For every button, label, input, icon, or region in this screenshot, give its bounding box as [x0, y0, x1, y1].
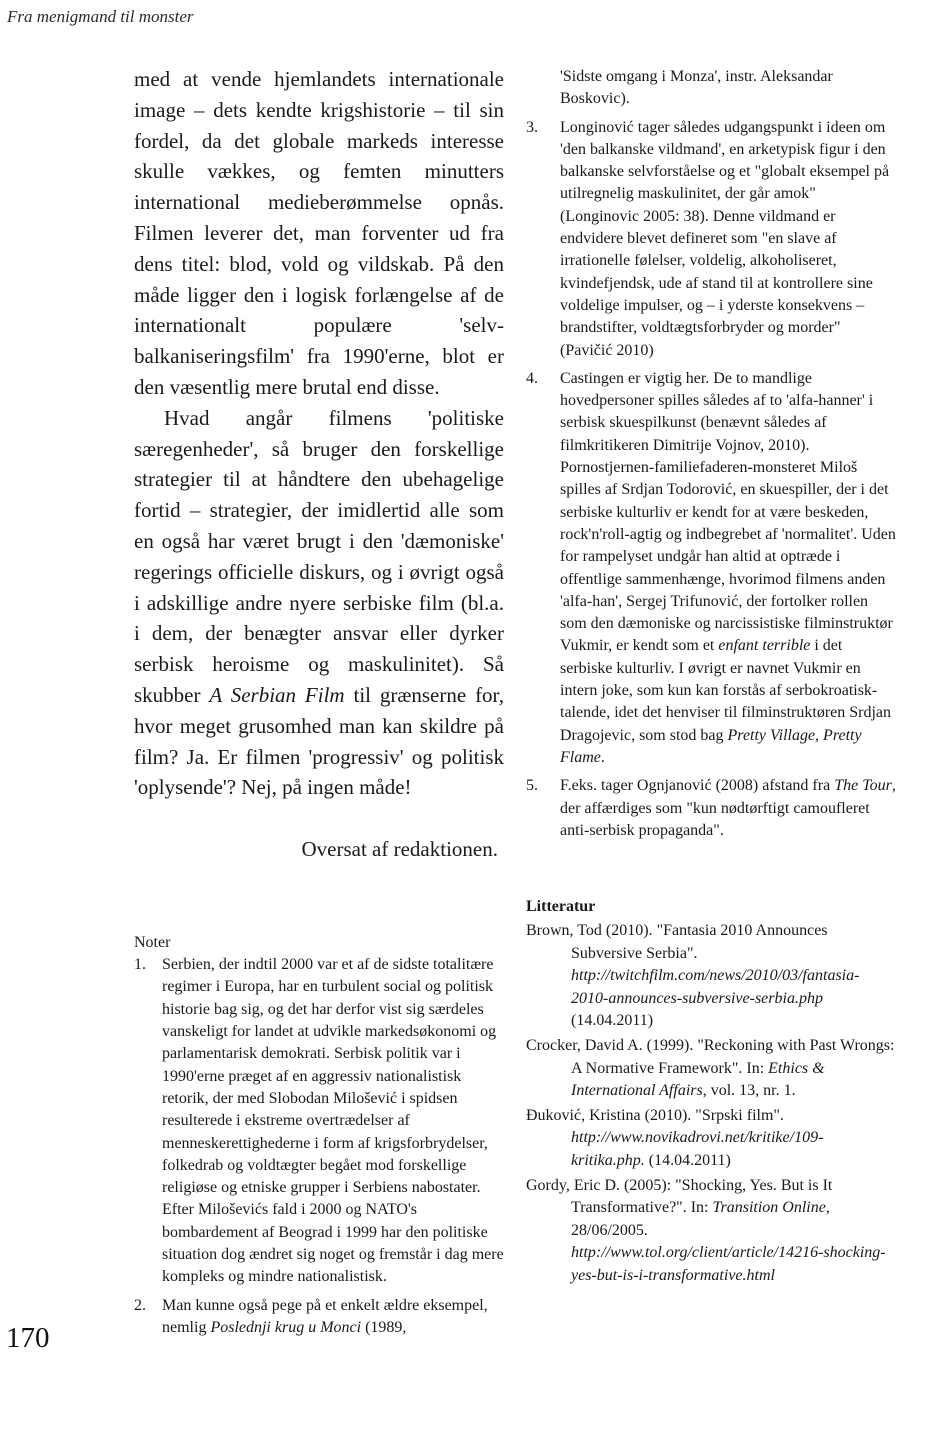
- reference-list: [526, 920, 896, 1288]
- right-column: [526, 66, 896, 1290]
- note-5: 5. F.eks. tager Ognjanović (2008) afstand fra The Tour, der affærdiges som "kun nødtørftigt camoufleret anti-serbisk propaganda".: [526, 777, 896, 839]
- reference-item: Gordy, Eric D. (2005): "Shocking, Yes. But is It Transformative?". In: Transition Online, 28/06/2005. http://www.tol.org/client/article/14216-shocking-yes-but-is-i-transformative.html: [526, 1176, 886, 1284]
- article-body: [134, 64, 504, 803]
- notes-list: [134, 954, 504, 1339]
- note-1: 1. Serbien, der indtil 2000 var et af de sidste totalitære regimer i Europa, har en turbulent social og politisk historie bag sig, og det har derfor vist sig særdeles vanskeligt for landet at udvikle markedsøkonomi og parlamentarisk demokrati. Serbisk politik var i 1990'erne præget af en aggressiv nationalistisk retorik, der med Slobodan Milošević i spidsen resulterede i ekstreme overtrædelser af menneskerettighederne i form af krigsforbrydelser, folkedrab og voldtægter begået mod forskellige religiøse og etniske grupper i Serbiens nabostater. Efter Miloševićs fald i 2000 og NATO's bombardement af Beograd i 1999 har den politiske situation dog ændret sig noget og fremstår i dag mere kompleks og mindre nationalistisk.: [134, 956, 504, 1286]
- paragraph-1: med at vende hjemlandets internationale image – dets kendte krigshistorie – til sin fordel, da det globale markeds interesse skulle vækkes, og femten minutters international medieberømmelse opnås. Filmen leverer det, man forventer ud fra dens titel: blod, vold og vildskab. På den måde ligger den i logisk forlængelse af de internationalt populære 'selv-balkaniseringsfilm' fra 1990'erne, blot er den væsentlig mere brutal end disse.: [134, 67, 504, 399]
- reference-link[interactable]: http://www.tol.org/client/article/14216-shocking-yes-but-is-i-transformative.html: [571, 1244, 886, 1284]
- reference-item: Brown, Tod (2010). "Fantasia 2010 Announces Subversive Serbia". http://twitchfilm.com/news/2010/03/fantasia-2010-announces-subversive-serbia.php (14.04.2011): [526, 922, 860, 1030]
- translator-credit: Oversat af redaktionen.: [301, 837, 498, 862]
- reference-link[interactable]: http://twitchfilm.com/news/2010/03/fantasia-2010-announces-subversive-serbia.php: [571, 967, 860, 1007]
- literature-heading: Litteratur: [526, 898, 596, 916]
- left-column: [134, 64, 504, 1339]
- reference-item: Crocker, David A. (1999). "Reckoning with Past Wrongs: A Normative Framework". In: Ethics & International Affairs, vol. 13, nr. 1.: [526, 1037, 895, 1100]
- running-head: Fra menigmand til monster: [7, 7, 194, 26]
- notes-list-continued: [526, 66, 896, 842]
- reference-link[interactable]: http://www.novikadrovi.net/kritike/109-kritika.php.: [571, 1129, 824, 1170]
- paragraph-2: Hvad angår filmens 'politiske særegenheder', så bruger den forskellige strategier til at håndtere den ubehagelige fortid – strategier, der imidlertid alle som en også har været brugt i den 'dæmoniske' regerings officielle diskurs, og i øvrigt også i adskillige andre nyere serbiske film (bl.a. i dem, der benægter ansvar eller dyrker serbisk heroisme og maskulinitet). Så skubber A Serbian Film til grænserne for, hvor meget grusomhed man kan skildre på film? Ja. Er filmen 'progressiv' og politisk 'oplysende'? Nej, på ingen måde!: [134, 405, 504, 800]
- reference-item: Đuković, Kristina (2010). "Srpski film". http://www.novikadrovi.net/kritike/109-kritika.php. (14.04.2011): [526, 1106, 824, 1170]
- note-2-continued: 'Sidste omgang i Monza', instr. Aleksandar Boskovic).: [560, 68, 833, 108]
- film-title: A Serbian Film: [209, 682, 345, 707]
- note-3: 3. Longinović tager således udgangspunkt i ideen om 'den balkanske vildmand', en arketypisk figur i den balkanske selvforståelse og et "globalt eksempel på utilregnelig maskulinitet, der går amok" (Longinovic 2005: 38). Denne vildmand er endvidere blevet defineret som "en slave af irrationelle følelser, voldelig, alkoholiseret, kvindefjendsk, ude af stand til at kontrollere sine voldelige impulser, og – i yderste konsekvens – brandstifter, voldtægtsforbryder og morder" (Pavičić 2010): [526, 118, 890, 359]
- page-number: 170: [6, 1322, 50, 1354]
- notes-heading: Noter: [134, 934, 171, 952]
- note-4: 4. Castingen er vigtig her. De to mandlige hovedpersoner spilles således af to 'alfa-hanner' i serbisk skuespilkunst (benævnt således af filmkritikeren Dimitrije Vojnov, 2010). Pornostjernen-familiefaderen-monsteret Miloš spilles af Srdjan Todorović, en skuespiller, der i det serbiske kulturliv er kendt for at være beskeden, rock'n'roll-agtig og indbegrebet af 'normalitet'. Uden for rampelyset undgår han altid at optræde i offentlige sammenhænge, hvorimod filmens anden 'alfa-han', Sergej Trifunović, der fortolker rollen som den dæmoniske og narcissistiske filminstruktør Vukmir, er kendt som et enfant terrible i det serbiske kulturliv. I øvrigt er navnet Vukmir en intern joke, som kun kan forstås af serbokroatisk-talende, idet det henviser til filminstruktøren Srdjan Dragojevic, som stod bag Pretty Village, Pretty Flame.: [526, 369, 896, 766]
- note-2: 2. Man kunne også pege på et enkelt ældre eksempel, nemlig Poslednji krug u Monci (1989,: [134, 1296, 488, 1336]
